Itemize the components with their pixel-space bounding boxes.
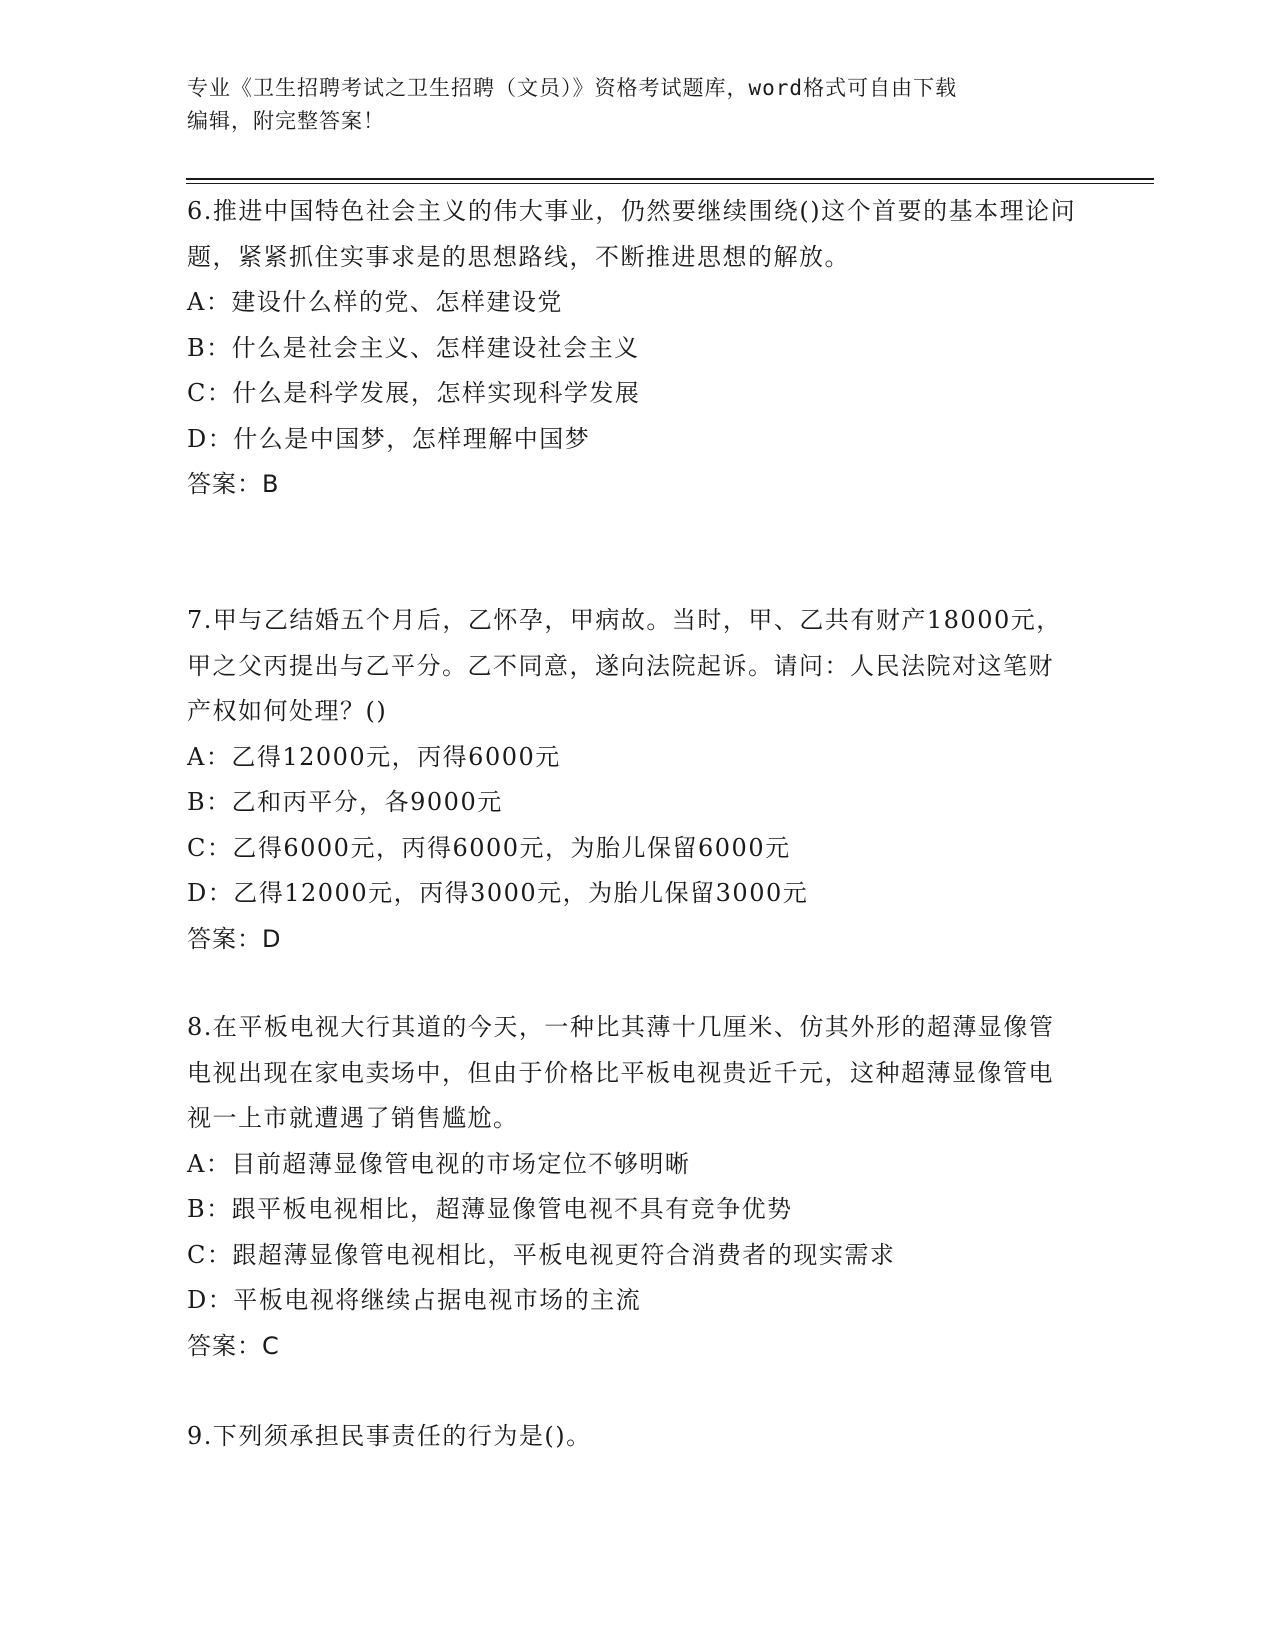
option-a: A：目前超薄显像管电视的市场定位不够明晰 (187, 1149, 691, 1178)
option-c: C：什么是科学发展，怎样实现科学发展 (187, 379, 641, 407)
option-c: C：乙得6000元，丙得6000元，为胎儿保留6000元 (187, 833, 791, 862)
question-6 (187, 189, 1077, 508)
answer: 答案：B (187, 470, 280, 498)
answer: 答案：D (187, 924, 282, 953)
question-text: 7.甲与乙结婚五个月后，乙怀孕，甲病故。当时，甲、乙共有财产18000元，甲之父丙提出与乙平分。乙不同意，遂向法院起诉。请问：人民法院对这笔财产权如何处理？() (187, 606, 1062, 725)
option-a: A：建设什么样的党、怎样建设党 (187, 288, 563, 316)
question-text: 6.推进中国特色社会主义的伟大事业，仍然要继续围绕()这个首要的基本理论问题，紧紧抓住实事求是的思想路线，不断推进思想的解放。 (187, 197, 1077, 271)
option-b: B：跟平板电视相比，超薄显像管电视不具有竞争优势 (187, 1195, 793, 1223)
question-8 (187, 1005, 1077, 1369)
question-7 (187, 598, 1077, 962)
option-a: A：乙得12000元，丙得6000元 (187, 742, 561, 771)
option-d: D：乙得12000元，丙得3000元，为胎儿保留3000元 (187, 879, 809, 907)
header-divider-thin (186, 183, 1154, 184)
header-divider-thick (186, 178, 1154, 180)
question-9 (187, 1414, 1077, 1460)
option-d: D：平板电视将继续占据电视市场的主流 (187, 1286, 642, 1314)
option-c: C：跟超薄显像管电视相比，平板电视更符合消费者的现实需求 (187, 1240, 896, 1269)
option-b: B：什么是社会主义、怎样建设社会主义 (187, 333, 640, 362)
option-b: B：乙和丙平分，各9000元 (187, 788, 503, 816)
document-header: 专业《卫生招聘考试之卫生招聘（文员）》资格考试题库，word格式可自由下载 编辑，附完整答案！ (187, 76, 958, 133)
question-text: 9.下列须承担民事责任的行为是()。 (187, 1422, 592, 1450)
answer: 答案：C (187, 1331, 280, 1360)
question-text: 8.在平板电视大行其道的今天，一种比其薄十几厘米、仿其外形的超薄显像管电视出现在家电卖场中，但由于价格比平板电视贵近千元，这种超薄显像管电视一上市就遭遇了销售尴尬。 (187, 1013, 1055, 1132)
option-d: D：什么是中国梦，怎样理解中国梦 (187, 424, 591, 453)
